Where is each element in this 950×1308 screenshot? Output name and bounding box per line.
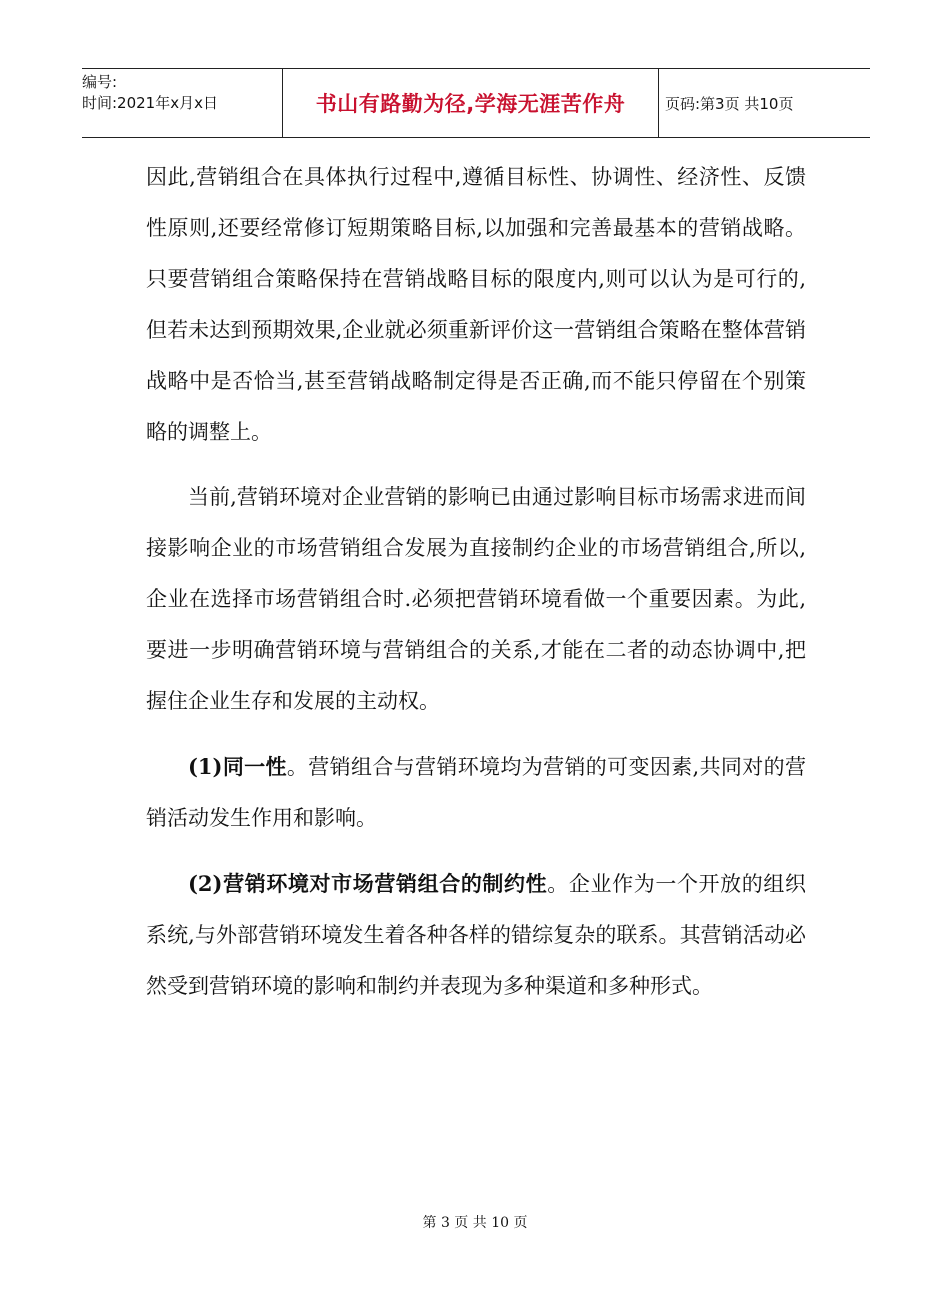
document-date: 时间:2021年x月x日 bbox=[82, 94, 218, 112]
header-meta bbox=[82, 69, 283, 137]
document-body bbox=[146, 152, 806, 1012]
header-page-code: 页码:第3页 共10页 bbox=[665, 94, 794, 113]
paragraph-3-body: 。营销组合与营销环境均为营销的可变因素,共同对的营销活动发生作用和影响。 bbox=[146, 755, 806, 830]
document-number-label: 编号: bbox=[82, 73, 118, 91]
paragraph-2: 当前,营销环境对企业营销的影响已由通过影响目标市场需求进而间接影响企业的市场营销组合发展为直接制约企业的市场营销组合,所以,企业在选择市场营销组合时.必须把营销环境看做一个重要因素。为此,要进一步明确营销环境与营销组合的关系,才能在二者的动态协调中,把握住企业生存和发展的主动权。 bbox=[146, 485, 806, 713]
paragraph-4 bbox=[146, 858, 806, 1012]
paragraph-4-body: 。企业作为一个开放的组织系统,与外部营销环境发生着各种各样的错综复杂的联系。其营销活动必然受到营销环境的影响和制约并表现为多种渠道和多种形式。 bbox=[146, 872, 807, 998]
section-heading-constraint: (2)营销环境对市场营销组合的制约性 bbox=[188, 871, 548, 896]
page-footer: 第 3 页 共 10 页 bbox=[422, 1215, 528, 1231]
section-heading-identity: (1)同一性 bbox=[188, 754, 287, 779]
header-motto: 书山有路勤为径,学海无涯苦作舟 bbox=[283, 69, 659, 137]
page-header bbox=[82, 68, 870, 138]
paragraph-1: 因此,营销组合在具体执行过程中,遵循目标性、协调性、经济性、反馈性原则,还要经常修订短期策略目标,以加强和完善最基本的营销战略。只要营销组合策略保持在营销战略目标的限度内,则可以认为是可行的,但若未达到预期效果,企业就必须重新评价这一营销组合策略在整体营销战略中是否恰当,甚至营销战略制定得是否正确,而不能只停留在个别策略的调整上。 bbox=[146, 165, 806, 444]
paragraph-3 bbox=[146, 741, 806, 844]
